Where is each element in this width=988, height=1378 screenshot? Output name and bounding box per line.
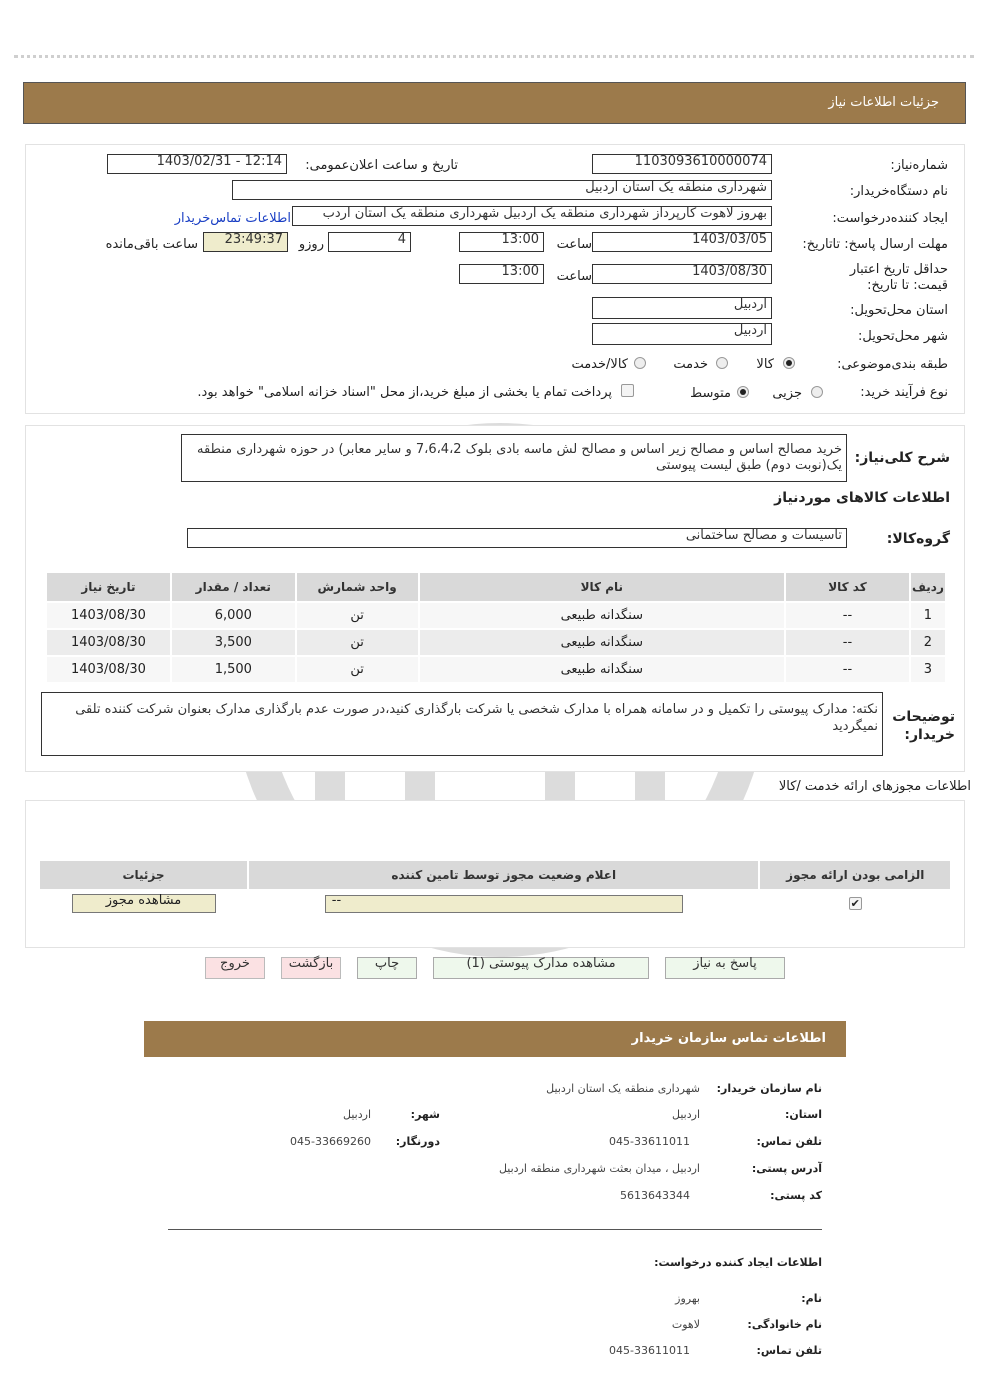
payment-note: پرداخت تمام یا بخشی از مبلغ خرید،از محل "اسناد خزانه اسلامی" خواهد بود.: [197, 385, 612, 400]
validity-label: حداقل تاریخ اعتبار قیمت: تا تاریخ:: [849, 262, 948, 293]
notes-field: نکته: مدارک پیوستی را تکمیل و در سامانه همراه با مدارک شخصی یا شرکت بارگذاری کنید،در صورت عدم بارگذاری مدارک بعنوان شرکت کننده تلقی نمیگردید: [41, 692, 883, 756]
cell-code: --: [786, 630, 909, 655]
need-number-label: شماره‌نیاز:: [890, 158, 948, 173]
permit-required-cell: [760, 891, 950, 916]
notes-label: توضیحات خریدار:: [892, 709, 955, 743]
col-permit-required: الزامی بودن ارائه مجوز: [760, 861, 950, 889]
cell-date: 1403/08/30: [47, 603, 170, 628]
process-option-medium: متوسط: [690, 386, 731, 401]
creator-name-value: بهروز: [675, 1292, 700, 1305]
creator-phone-label: تلفن تماس:: [756, 1344, 822, 1357]
category-option-service: خدمت: [673, 357, 708, 372]
table-row: [47, 603, 945, 628]
treasury-checkbox[interactable]: [621, 384, 634, 397]
process-option-minor: جزیی: [772, 386, 802, 401]
cell-code: --: [786, 657, 909, 682]
col-qty: تعداد / مقدار: [172, 573, 295, 601]
postal-value: 5613643344: [620, 1189, 690, 1202]
process-label: نوع فرآیند خرید:: [860, 385, 948, 400]
items-table: [45, 571, 947, 684]
remaining-label: ساعت باقی‌مانده: [105, 237, 198, 252]
back-button[interactable]: بازگشت: [281, 957, 341, 979]
permit-status-cell: [249, 891, 758, 916]
buyer-org-label: نام دستگاه‌خریدار:: [849, 184, 948, 199]
cell-row: 1: [911, 603, 945, 628]
process-radio-medium[interactable]: [737, 386, 749, 398]
remaining-time-field: 23:49:37: [203, 232, 288, 252]
col-row: ردیف: [911, 573, 945, 601]
cell-row: 2: [911, 630, 945, 655]
address-label: آدرس پستی:: [751, 1162, 822, 1175]
cell-name: سنگدانه طبیعی: [420, 630, 785, 655]
print-button[interactable]: چاپ: [357, 957, 417, 979]
process-radio-minor[interactable]: [811, 386, 823, 398]
deadline-time-field: 13:00: [459, 232, 544, 252]
category-radio-goods[interactable]: [783, 357, 795, 369]
fax-value: 045-33669260: [290, 1135, 371, 1148]
permit-status-field[interactable]: --: [325, 895, 683, 913]
deadline-label: مهلت ارسال پاسخ: تاتاریخ:: [802, 237, 948, 252]
permit-details-cell: [40, 891, 247, 916]
deadline-time-label: ساعت: [556, 237, 592, 252]
view-permit-button[interactable]: مشاهده مجوز: [72, 894, 216, 913]
permits-table-header: [40, 861, 950, 889]
top-divider: [14, 55, 974, 58]
announce-field: 1403/02/31 - 12:14: [107, 154, 287, 174]
col-unit: واحد شمارش: [297, 573, 418, 601]
category-option-goods: کالا: [756, 357, 774, 372]
cell-date: 1403/08/30: [47, 657, 170, 682]
cell-name: سنگدانه طبیعی: [420, 657, 785, 682]
phone-label: تلفن تماس:: [756, 1135, 822, 1148]
city-contact-label: شهر:: [410, 1108, 440, 1121]
province-field: اردبیل: [592, 297, 772, 319]
col-permit-details: جزئیات: [40, 861, 247, 889]
address-value: اردبیل ، میدان بعثت شهرداری منطقه اردبیل: [498, 1162, 700, 1175]
days-label: روزو: [298, 237, 324, 252]
phone-value: 045-33611011: [609, 1135, 690, 1148]
page-title-bar: [23, 82, 966, 124]
city-label: شهر محل‌تحویل:: [858, 329, 948, 344]
goods-group-label: گروه‌کالا:: [886, 531, 950, 547]
validity-time-field: 13:00: [459, 264, 544, 284]
cell-qty: 3,500: [172, 630, 295, 655]
cell-qty: 1,500: [172, 657, 295, 682]
creator-family-value: لاهوت: [671, 1318, 700, 1331]
cell-row: 3: [911, 657, 945, 682]
creator-section-title: اطلاعات ایجاد کننده درخواست:: [654, 1256, 822, 1269]
items-table-header: [47, 573, 945, 601]
permits-title: اطلاعات مجوزهای ارائه خدمت /کالا: [778, 779, 971, 794]
category-radio-service[interactable]: [716, 357, 728, 369]
goods-info-title: اطلاعات کالاهای موردنیاز: [774, 490, 950, 506]
fax-label: دورنگار:: [395, 1135, 440, 1148]
cell-unit: تن: [297, 603, 418, 628]
postal-label: کد پستی:: [770, 1189, 822, 1202]
province-contact-label: استان:: [785, 1108, 822, 1121]
need-number-field: 1103093610000074: [592, 154, 772, 174]
col-code: کد کالا: [786, 573, 909, 601]
table-row: [47, 657, 945, 682]
col-permit-status: اعلام وضعیت مجوز توسط تامین کننده: [249, 861, 758, 889]
creator-family-label: نام خانوادگی:: [747, 1318, 822, 1331]
col-date: تاریخ نیاز: [47, 573, 170, 601]
attachments-button[interactable]: مشاهده مدارک پیوستی (1): [433, 957, 649, 979]
org-label: نام سازمان خریدار:: [716, 1082, 822, 1095]
table-row: [47, 630, 945, 655]
creator-phone-value: 045-33611011: [609, 1344, 690, 1357]
cell-unit: تن: [297, 657, 418, 682]
creator-field: بهروز لاهوت کارپرداز شهرداری منطقه یک اردبیل شهرداری منطقه یک استان اردب: [292, 206, 772, 226]
days-field: 4: [328, 232, 411, 252]
permit-required-checkbox[interactable]: ✔: [850, 897, 860, 910]
contact-title: اطلاعات تماس سازمان خریدار: [631, 1031, 826, 1046]
category-label: طبقه بندی‌موضوعی:: [837, 357, 948, 372]
contact-title-bar: [144, 1021, 846, 1057]
table-row: [40, 891, 950, 916]
contact-divider: [168, 1229, 822, 1230]
category-option-both: کالا/خدمت: [571, 357, 628, 372]
col-name: نام کالا: [420, 573, 785, 601]
page-title: جزئیات اطلاعات نیاز: [828, 95, 939, 110]
cell-date: 1403/08/30: [47, 630, 170, 655]
permits-table: [38, 859, 952, 918]
announce-label: تاریخ و ساعت اعلان‌عمومی:: [305, 158, 458, 173]
buyer-contact-link[interactable]: اطلاعات تماس‌خریدار: [174, 211, 291, 226]
city-contact-value: اردبیل: [343, 1108, 371, 1121]
creator-name-label: نام:: [801, 1292, 822, 1305]
creator-label: ایجاد کننده‌درخواست:: [832, 211, 948, 226]
exit-button[interactable]: خروج: [205, 957, 265, 979]
province-label: استان محل‌تحویل:: [850, 303, 948, 318]
cell-qty: 6,000: [172, 603, 295, 628]
cell-code: --: [786, 603, 909, 628]
city-field: اردبیل: [592, 323, 772, 345]
cell-unit: تن: [297, 630, 418, 655]
summary-field: خرید مصالح اساس و مصالح زیر اساس و مصالح لش ماسه بادی بلوک 7،6،4،2 و سایر معابر) در حوزه شهرداری منطقه یک(نوبت دوم) طبق لیست پیوستی: [181, 434, 847, 482]
org-value: شهرداری منطقه یک استان اردبیل: [546, 1082, 700, 1095]
validity-date-field: 1403/08/30: [592, 264, 772, 284]
reply-button[interactable]: پاسخ به نیاز: [665, 957, 785, 979]
buyer-org-field: شهرداری منطقه یک استان اردبیل: [232, 180, 772, 200]
deadline-date-field: 1403/03/05: [592, 232, 772, 252]
summary-label: شرح کلی‌نیاز:: [854, 450, 950, 466]
cell-name: سنگدانه طبیعی: [420, 603, 785, 628]
validity-time-label: ساعت: [556, 269, 592, 284]
goods-group-field: تاسیسات و مصالح ساختمانی: [187, 528, 847, 548]
province-contact-value: اردبیل: [672, 1108, 700, 1121]
category-radio-both[interactable]: [634, 357, 646, 369]
